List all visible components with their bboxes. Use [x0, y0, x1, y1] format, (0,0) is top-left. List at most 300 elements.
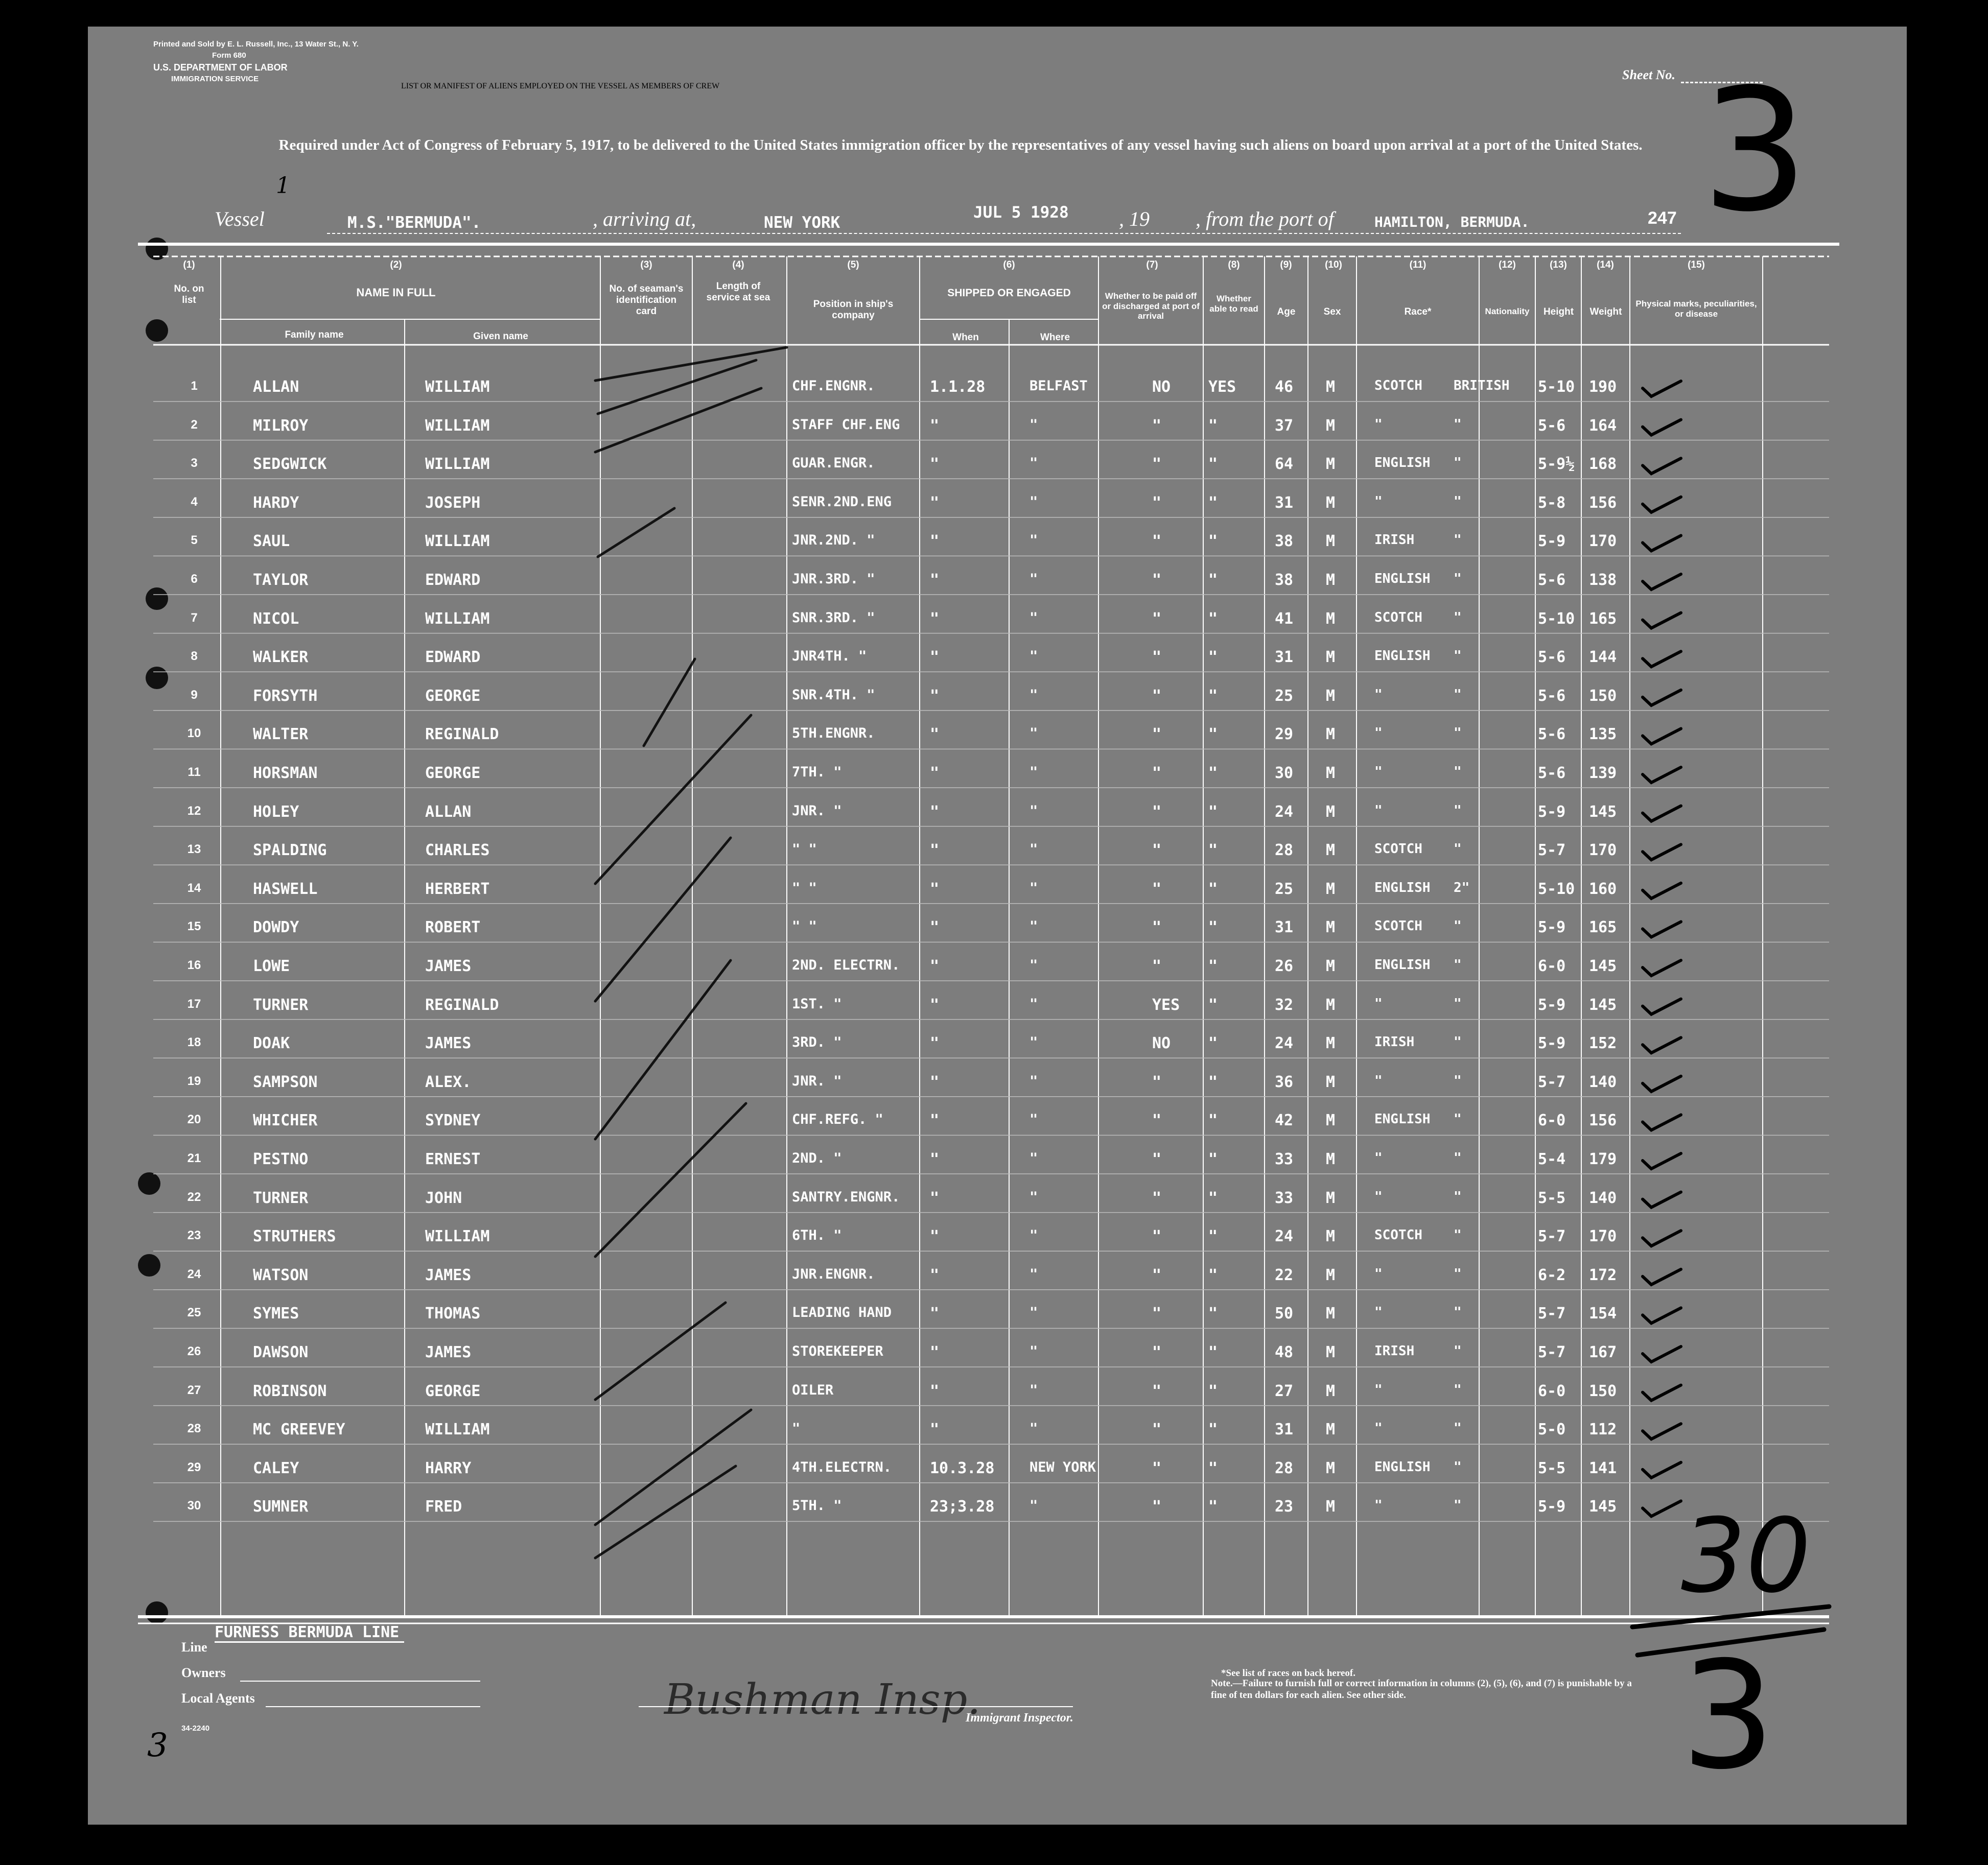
col11-header: Race*	[1404, 306, 1432, 317]
row-number: 28	[187, 1422, 201, 1436]
position: 6TH. "	[792, 1227, 842, 1244]
shipped-where: "	[1030, 416, 1038, 433]
shipped-where: "	[1030, 1227, 1038, 1244]
race: "	[1374, 1266, 1383, 1282]
col6-number: (6)	[1003, 259, 1015, 270]
paid-off: "	[1152, 571, 1162, 589]
paid-off: "	[1152, 1266, 1162, 1284]
race: "	[1374, 493, 1383, 509]
able-to-read: "	[1208, 571, 1218, 589]
family-name: HARDY	[253, 493, 299, 512]
weight: 164	[1589, 416, 1617, 435]
shipped-when: "	[930, 1305, 940, 1323]
sex: M	[1326, 1382, 1336, 1400]
shipped-when: "	[930, 957, 940, 975]
col1-number: (1)	[183, 259, 195, 270]
height: 5-9	[1538, 996, 1566, 1014]
weight: 145	[1589, 996, 1617, 1014]
shipped-when: "	[930, 1034, 940, 1053]
col3-header: No. of seaman's identification card	[609, 284, 684, 317]
check-mark-icon	[1643, 1462, 1681, 1478]
given-name: JOSEPH	[425, 493, 481, 512]
nationality: "	[1454, 493, 1462, 509]
sex: M	[1326, 1227, 1336, 1246]
race: ENGLISH	[1374, 648, 1431, 664]
weight: 139	[1589, 764, 1617, 782]
year-label: , 19	[1119, 207, 1150, 230]
row-number: 6	[191, 572, 198, 586]
check-mark-icon	[1643, 535, 1681, 551]
row-number: 19	[187, 1074, 201, 1088]
shipped-when: "	[930, 996, 940, 1014]
weight: 150	[1589, 687, 1617, 705]
able-to-read: "	[1208, 918, 1218, 937]
position: LEADING HAND	[792, 1305, 892, 1321]
col14-number: (14)	[1597, 259, 1614, 270]
age: 38	[1275, 532, 1294, 551]
given-name: JAMES	[425, 1034, 472, 1053]
paid-off: "	[1152, 1421, 1162, 1439]
nationality: "	[1454, 532, 1462, 548]
shipped-where: "	[1030, 1305, 1038, 1321]
position: " "	[792, 918, 817, 935]
age: 28	[1275, 1459, 1294, 1477]
position: OILER	[792, 1382, 834, 1398]
row-number: 1	[191, 379, 198, 393]
col15-number: (15)	[1688, 259, 1705, 270]
nationality: "	[1454, 1266, 1462, 1282]
paid-off: "	[1152, 416, 1162, 435]
height: 5-6	[1538, 725, 1566, 744]
weight: 140	[1589, 1073, 1617, 1091]
height: 6-0	[1538, 957, 1566, 975]
sex: M	[1326, 532, 1336, 551]
col2b-header: Given name	[473, 331, 528, 342]
check-mark-icon	[1643, 883, 1681, 899]
given-name: HARRY	[425, 1459, 472, 1477]
age: 31	[1275, 493, 1294, 512]
height: 5-8	[1538, 493, 1566, 512]
able-to-read: YES	[1208, 378, 1236, 396]
weight: 170	[1589, 532, 1617, 551]
row-number: 21	[187, 1151, 201, 1165]
from-port: HAMILTON, BERMUDA.	[1374, 214, 1530, 230]
paid-off: "	[1152, 957, 1162, 975]
shipped-when: "	[930, 918, 940, 937]
race: ENGLISH	[1374, 880, 1431, 895]
handwritten-corner-mark: 3	[147, 1727, 168, 1764]
handwritten-mark: 1	[276, 173, 290, 199]
given-name: WILLIAM	[425, 1227, 490, 1246]
shipped-where: "	[1030, 532, 1038, 549]
paid-off: YES	[1152, 996, 1180, 1014]
check-mark-icon	[1643, 1037, 1681, 1053]
family-name: DOAK	[253, 1034, 290, 1053]
owners-line	[240, 1681, 480, 1682]
family-name: DOWDY	[253, 918, 299, 937]
shipped-when: "	[930, 764, 940, 782]
family-name: SPALDING	[253, 841, 327, 860]
age: 33	[1275, 1150, 1294, 1168]
shipped-where: BELFAST	[1030, 378, 1088, 394]
shipped-where: "	[1030, 455, 1038, 471]
family-name: SAUL	[253, 532, 290, 551]
family-name: HASWELL	[253, 880, 318, 898]
family-name: LOWE	[253, 957, 290, 975]
weight: 156	[1589, 1112, 1617, 1130]
sex: M	[1326, 1150, 1336, 1168]
sex: M	[1326, 455, 1336, 474]
nationality: "	[1454, 1459, 1462, 1475]
sex: M	[1326, 687, 1336, 705]
able-to-read: "	[1208, 725, 1218, 744]
weight: 138	[1589, 571, 1617, 589]
weight: 179	[1589, 1150, 1617, 1168]
family-name: MILROY	[253, 416, 309, 435]
sex: M	[1326, 416, 1336, 435]
paid-off: "	[1152, 1305, 1162, 1323]
check-mark-icon	[1643, 1153, 1681, 1169]
nationality: "	[1454, 1189, 1462, 1205]
able-to-read: "	[1208, 455, 1218, 474]
family-name: ALLAN	[253, 378, 299, 396]
check-mark-icon	[1643, 1347, 1681, 1362]
height: 5-4	[1538, 1150, 1566, 1168]
family-name: CALEY	[253, 1459, 299, 1477]
paid-off: "	[1152, 918, 1162, 937]
age: 41	[1275, 609, 1294, 628]
col8-number: (8)	[1228, 259, 1240, 270]
sex: M	[1326, 918, 1336, 937]
paid-off: "	[1152, 532, 1162, 551]
family-name: SEDGWICK	[253, 455, 327, 474]
shipped-where: "	[1030, 725, 1038, 742]
position: STOREKEEPER	[792, 1343, 883, 1359]
height: 5-7	[1538, 1227, 1566, 1246]
weight: 141	[1589, 1459, 1617, 1477]
family-name: TAYLOR	[253, 571, 309, 589]
race-note: *See list of races on back hereof.	[1221, 1668, 1355, 1679]
able-to-read: "	[1208, 1073, 1218, 1091]
family-name: FORSYTH	[253, 687, 318, 705]
line-label: Line	[181, 1640, 207, 1655]
position: JNR. "	[792, 1073, 842, 1089]
height: 5-6	[1538, 764, 1566, 782]
able-to-read: "	[1208, 1112, 1218, 1130]
age: 31	[1275, 918, 1294, 937]
race: IRISH	[1374, 1343, 1415, 1359]
age: 25	[1275, 687, 1294, 705]
sex: M	[1326, 1459, 1336, 1477]
service-label: IMMIGRATION SERVICE	[171, 75, 259, 83]
nationality: "	[1454, 455, 1462, 471]
col6b-header: Where	[1040, 332, 1070, 343]
nationality: "	[1454, 802, 1462, 818]
shipped-when: "	[930, 1227, 940, 1246]
position: 1ST. "	[792, 996, 842, 1012]
col2-number: (2)	[390, 259, 402, 270]
col15-header: Physical marks, peculiarities, or disease	[1635, 299, 1757, 319]
row-number: 3	[191, 456, 198, 470]
age: 30	[1275, 764, 1294, 782]
page-title: LIST OR MANIFEST OF ALIENS EMPLOYED ON THE VESSEL AS MEMBERS OF CREW	[401, 82, 720, 90]
shipped-where: "	[1030, 764, 1038, 780]
paid-off: "	[1152, 1189, 1162, 1207]
penalty-note: Note.—Failure to furnish full or correct information in columns (2), (5), (6), and (7) is punishable by a fine of ten dollars for each alien. See other side.	[1211, 1678, 1632, 1701]
able-to-read: "	[1208, 1305, 1218, 1323]
weight: 152	[1589, 1034, 1617, 1053]
paid-off: "	[1152, 764, 1162, 782]
nationality: "	[1454, 841, 1462, 857]
shipped-where: NEW YORK	[1030, 1459, 1096, 1475]
row-number: 13	[187, 842, 201, 857]
position: CHF.REFG. "	[792, 1112, 883, 1128]
age: 38	[1275, 571, 1294, 589]
row-number: 15	[187, 919, 201, 934]
row-number: 10	[187, 726, 201, 741]
check-mark-icon	[1643, 1501, 1681, 1516]
shipped-where: "	[1030, 1073, 1038, 1089]
age: 22	[1275, 1266, 1294, 1284]
printer-line: Printed and Sold by E. L. Russell, Inc., 13 Water St., N. Y.	[153, 40, 359, 49]
given-name: EDWARD	[425, 571, 481, 589]
sex: M	[1326, 957, 1336, 975]
row-number: 16	[187, 958, 201, 972]
age: 25	[1275, 880, 1294, 898]
sex: M	[1326, 1073, 1336, 1091]
race: "	[1374, 1305, 1383, 1320]
weight: 145	[1589, 957, 1617, 975]
shipped-where: "	[1030, 957, 1038, 973]
col5-header: Position in ship's company	[813, 299, 894, 321]
check-mark-icon	[1643, 767, 1681, 783]
nationality: "	[1454, 648, 1462, 664]
shipped-where: "	[1030, 1343, 1038, 1359]
check-mark-icon	[1643, 690, 1681, 705]
race: "	[1374, 687, 1383, 702]
position: SNR.4TH. "	[792, 687, 875, 703]
age: 28	[1275, 841, 1294, 860]
position: 5TH. "	[792, 1498, 842, 1514]
shipped-when: "	[930, 687, 940, 705]
paid-off: "	[1152, 1382, 1162, 1400]
race: ENGLISH	[1374, 1459, 1431, 1475]
col8-header: Whether able to read	[1209, 294, 1258, 314]
check-mark-icon	[1643, 844, 1681, 860]
weight: 172	[1589, 1266, 1617, 1284]
able-to-read: "	[1208, 841, 1218, 860]
row-number: 4	[191, 494, 198, 509]
race: "	[1374, 1421, 1383, 1436]
shipped-when: "	[930, 1266, 940, 1284]
given-name: THOMAS	[425, 1305, 481, 1323]
col3-number: (3)	[640, 259, 652, 270]
paid-off: "	[1152, 725, 1162, 744]
weight: 160	[1589, 880, 1617, 898]
col9-header: Age	[1277, 306, 1296, 317]
given-name: SYDNEY	[425, 1112, 481, 1130]
height: 5-10	[1538, 880, 1575, 898]
race: "	[1374, 764, 1383, 780]
paid-off: "	[1152, 493, 1162, 512]
paid-off: "	[1152, 648, 1162, 667]
shipped-when: 10.3.28	[930, 1459, 995, 1477]
vessel-name: M.S."BERMUDA".	[347, 214, 481, 232]
family-name: SYMES	[253, 1305, 299, 1323]
position: 5TH.ENGNR.	[792, 725, 875, 742]
position: "	[792, 1421, 801, 1437]
family-name: WHICHER	[253, 1112, 318, 1130]
sex: M	[1326, 1034, 1336, 1053]
position: JNR.ENGNR.	[792, 1266, 875, 1282]
nationality: "	[1454, 1305, 1462, 1320]
position: JNR4TH. "	[792, 648, 867, 665]
position: SENR.2ND.ENG	[792, 493, 892, 510]
shipped-where: "	[1030, 1498, 1038, 1514]
paid-off: "	[1152, 802, 1162, 821]
form-code: 34-2240	[181, 1724, 210, 1733]
col6-header: SHIPPED OR ENGAGED	[947, 287, 1071, 299]
family-name: WALKER	[253, 648, 309, 667]
age: 64	[1275, 455, 1294, 474]
col13-header: Height	[1543, 306, 1574, 317]
age: 24	[1275, 1034, 1294, 1053]
height: 5-6	[1538, 687, 1566, 705]
shipped-when: "	[930, 1150, 940, 1168]
check-mark-icon	[1643, 1231, 1681, 1246]
row-number: 11	[188, 765, 201, 779]
manifest-number: 247	[1648, 208, 1677, 228]
nationality: "	[1454, 1227, 1462, 1243]
shipped-where: "	[1030, 571, 1038, 587]
sex: M	[1326, 880, 1336, 898]
family-name: ROBINSON	[253, 1382, 327, 1400]
check-mark-icon	[1643, 1385, 1681, 1401]
race: SCOTCH	[1374, 918, 1422, 934]
shipped-when: "	[930, 1421, 940, 1439]
given-name: WILLIAM	[425, 455, 490, 474]
nationality: "	[1454, 1498, 1462, 1514]
weight: 112	[1589, 1421, 1617, 1439]
row-number: 9	[191, 688, 198, 702]
sex: M	[1326, 609, 1336, 628]
nationality: "	[1454, 764, 1462, 780]
height: 5-9	[1538, 1034, 1566, 1053]
inspector-line	[639, 1706, 1073, 1707]
weight: 145	[1589, 802, 1617, 821]
height: 5-7	[1538, 1343, 1566, 1361]
able-to-read: "	[1208, 416, 1218, 435]
shipped-where: "	[1030, 1266, 1038, 1282]
nationality: "	[1454, 1034, 1462, 1050]
shipped-when: "	[930, 416, 940, 435]
shipped-when: 1.1.28	[930, 378, 986, 396]
weight: 150	[1589, 1382, 1617, 1400]
handwritten-sheet-number: 3	[1701, 53, 1809, 249]
race: "	[1374, 1150, 1383, 1166]
shipped-when: "	[930, 571, 940, 589]
sex: M	[1326, 1421, 1336, 1439]
family-name: TURNER	[253, 996, 309, 1014]
shipped-where: "	[1030, 996, 1038, 1012]
sex: M	[1326, 648, 1336, 667]
arriving-port: NEW YORK	[764, 214, 840, 232]
weight: 144	[1589, 648, 1617, 667]
shipped-when: "	[930, 1382, 940, 1400]
check-mark-icon	[1643, 497, 1681, 512]
row-number: 17	[187, 997, 201, 1011]
arriving-label: , arriving at,	[593, 207, 696, 230]
check-mark-icon	[1643, 613, 1681, 628]
sex: M	[1326, 1266, 1336, 1284]
row-number: 24	[187, 1267, 201, 1281]
given-name: REGINALD	[425, 725, 499, 744]
able-to-read: "	[1208, 532, 1218, 551]
race: ENGLISH	[1374, 455, 1431, 471]
given-name: CHARLES	[425, 841, 490, 860]
height: 5-5	[1538, 1189, 1566, 1207]
sex: M	[1326, 996, 1336, 1014]
inspector-label: Immigrant Inspector.	[966, 1711, 1073, 1725]
able-to-read: "	[1208, 1189, 1218, 1207]
from-port-label: , from the port of	[1196, 207, 1334, 230]
weight: 145	[1589, 1498, 1617, 1516]
nationality: "	[1454, 1073, 1462, 1089]
check-mark-icon	[1643, 1269, 1681, 1285]
nationality: "	[1454, 1382, 1462, 1398]
shipped-where: "	[1030, 802, 1038, 819]
weight: 140	[1589, 1189, 1617, 1207]
col12-number: (12)	[1499, 259, 1516, 270]
given-name: ROBERT	[425, 918, 481, 937]
nationality: "	[1454, 957, 1462, 973]
family-name: MC GREEVEY	[253, 1421, 345, 1439]
col7-number: (7)	[1146, 259, 1158, 270]
check-mark-icon	[1643, 458, 1681, 474]
col13-number: (13)	[1550, 259, 1567, 270]
paid-off: "	[1152, 1459, 1162, 1477]
race: SCOTCH	[1374, 841, 1422, 857]
position: 2ND. "	[792, 1150, 842, 1166]
able-to-read: "	[1208, 493, 1218, 512]
age: 31	[1275, 1421, 1294, 1439]
shipped-where: "	[1030, 1421, 1038, 1437]
weight: 154	[1589, 1305, 1617, 1323]
paid-off: "	[1152, 880, 1162, 898]
sex: M	[1326, 1112, 1336, 1130]
race: ENGLISH	[1374, 571, 1431, 586]
family-name: WATSON	[253, 1266, 309, 1284]
col12-header: Nationality	[1485, 306, 1530, 316]
age: 24	[1275, 802, 1294, 821]
position: JNR.2ND. "	[792, 532, 875, 549]
race: "	[1374, 1073, 1383, 1089]
row-number: 18	[187, 1035, 201, 1050]
shipped-when: "	[930, 1073, 940, 1091]
arrival-date-stamp: JUL 5 1928	[973, 203, 1069, 222]
shipped-where: "	[1030, 609, 1038, 626]
check-mark-icon	[1643, 806, 1681, 821]
agents-line	[266, 1706, 480, 1707]
shipped-when: "	[930, 725, 940, 744]
given-name: JAMES	[425, 957, 472, 975]
able-to-read: "	[1208, 1227, 1218, 1246]
height: 5-7	[1538, 1305, 1566, 1323]
family-name: SAMPSON	[253, 1073, 318, 1091]
sex: M	[1326, 571, 1336, 589]
able-to-read: "	[1208, 1421, 1218, 1439]
shipped-when: "	[930, 880, 940, 898]
